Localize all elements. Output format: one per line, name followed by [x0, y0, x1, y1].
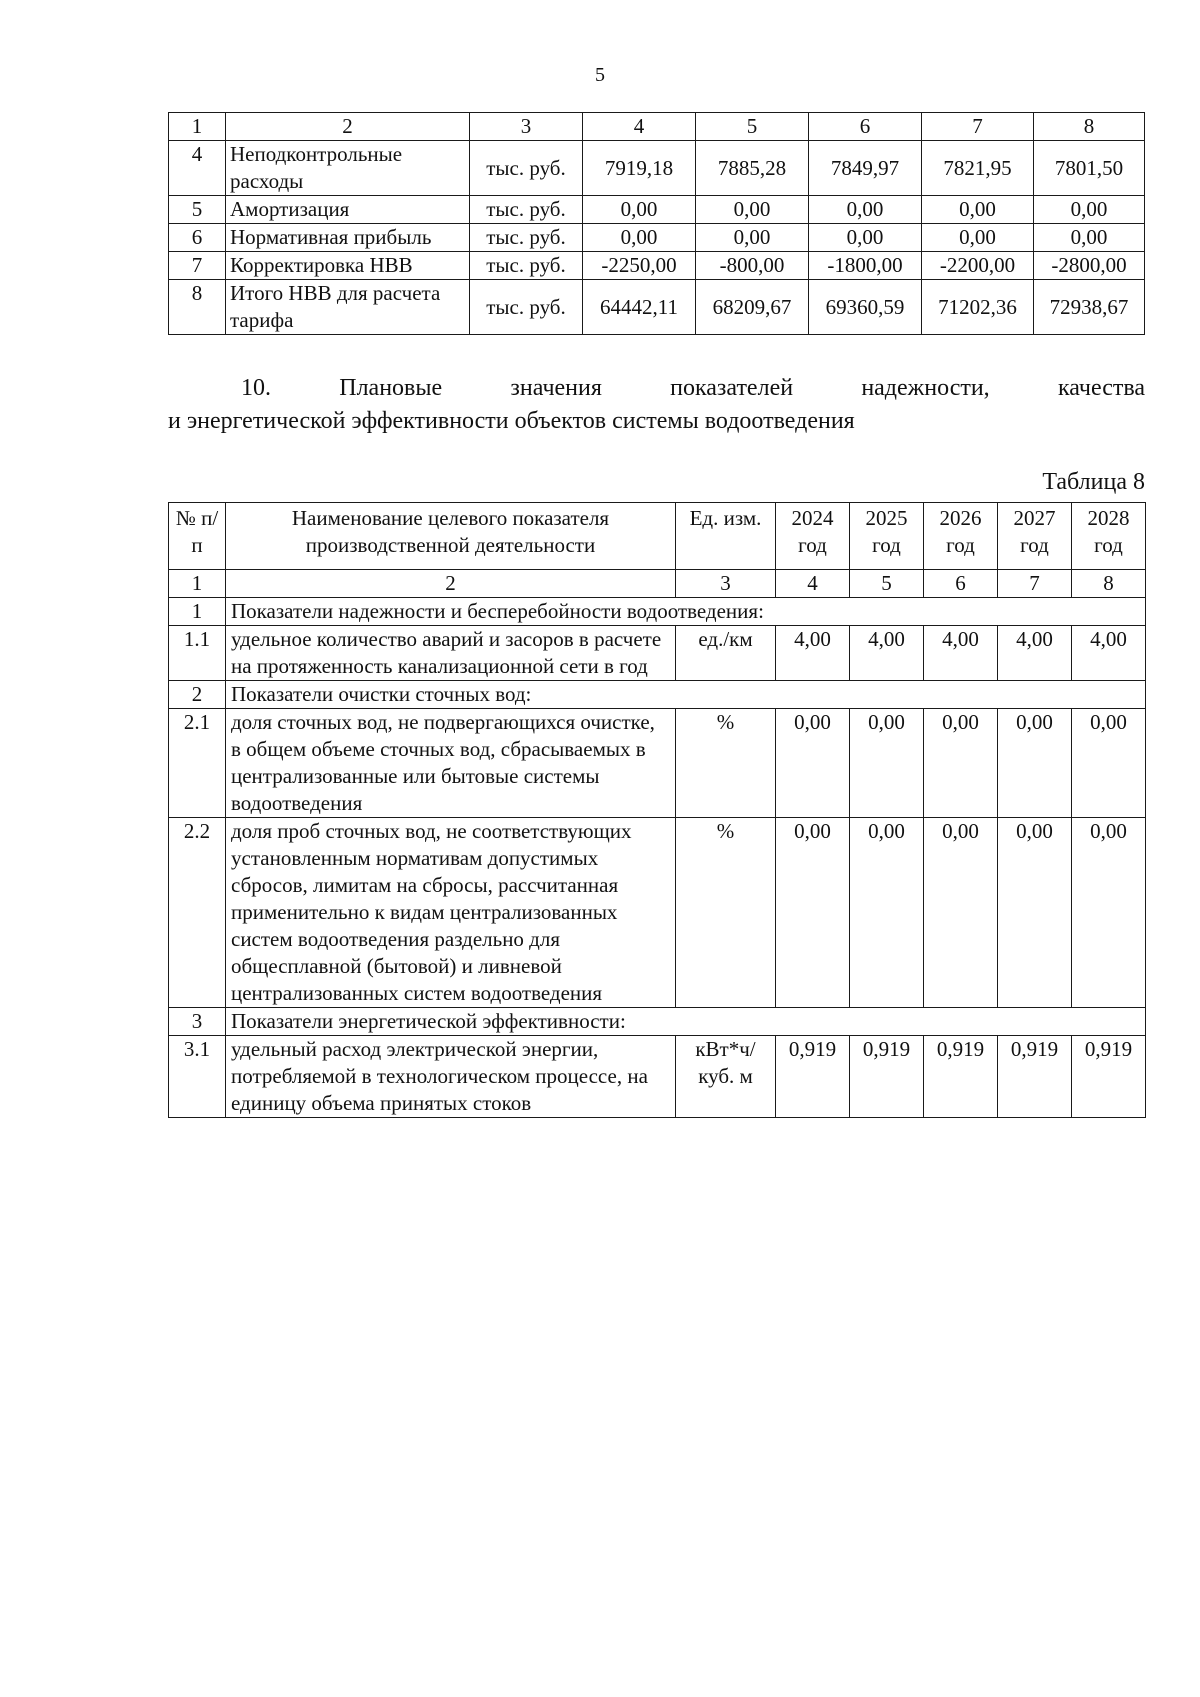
item-unit: % [676, 818, 776, 1008]
row-value: 0,00 [696, 196, 809, 224]
row-name: Итого НВВ для расчета тарифа [226, 280, 470, 335]
item-value: 0,00 [924, 709, 998, 818]
group-number: 3 [169, 1008, 226, 1036]
row-value: 7821,95 [922, 141, 1034, 196]
item-number: 3.1 [169, 1036, 226, 1118]
row-value: 7801,50 [1034, 141, 1145, 196]
table-row [169, 280, 1145, 335]
item-value: 0,919 [998, 1036, 1072, 1118]
header-row [169, 503, 1146, 570]
row-unit: тыс. руб. [470, 224, 583, 252]
item-number: 2.2 [169, 818, 226, 1008]
row-value: 0,00 [696, 224, 809, 252]
item-value: 4,00 [998, 626, 1072, 681]
row-value: 0,00 [922, 196, 1034, 224]
row-value: 0,00 [809, 224, 922, 252]
row-value: 69360,59 [809, 280, 922, 335]
column-number: 3 [470, 113, 583, 141]
item-unit: ед./км [676, 626, 776, 681]
section-heading-line1 [168, 372, 1145, 405]
table-row [169, 709, 1146, 818]
column-number: 1 [169, 113, 226, 141]
section-heading [168, 372, 1145, 438]
item-value: 0,00 [1072, 818, 1146, 1008]
group-title: Показатели энергетической эффективности: [226, 1008, 1146, 1036]
header-num: № п/п [169, 503, 226, 570]
item-value: 4,00 [924, 626, 998, 681]
row-name: Амортизация [226, 196, 470, 224]
item-value: 4,00 [776, 626, 850, 681]
column-number: 6 [809, 113, 922, 141]
row-value: 0,00 [922, 224, 1034, 252]
table-row [169, 252, 1145, 280]
heading-word: качества [1057, 375, 1146, 401]
row-unit: тыс. руб. [470, 252, 583, 280]
item-value: 4,00 [850, 626, 924, 681]
row-unit: тыс. руб. [470, 280, 583, 335]
header-unit: Ед. изм. [676, 503, 776, 570]
item-value: 0,00 [850, 709, 924, 818]
item-name: доля сточных вод, не подвергающихся очистке, в общем объеме сточных вод, сбрасываемых в централизованные или бытовые системы водоотведения [226, 709, 676, 818]
heading-word: показателей [670, 375, 794, 401]
row-value: -800,00 [696, 252, 809, 280]
group-row [169, 598, 1146, 626]
page-number: 5 [595, 64, 605, 86]
item-value: 0,00 [924, 818, 998, 1008]
column-number: 7 [998, 570, 1072, 598]
row-unit: тыс. руб. [470, 196, 583, 224]
group-title: Показатели очистки сточных вод: [226, 681, 1146, 709]
row-value: 0,00 [583, 196, 696, 224]
column-number: 4 [776, 570, 850, 598]
row-value: -1800,00 [809, 252, 922, 280]
row-number: 8 [169, 280, 226, 335]
row-number: 4 [169, 141, 226, 196]
item-number: 2.1 [169, 709, 226, 818]
header-name: Наименование целевого показателя производственной деятельности [226, 503, 676, 570]
group-title: Показатели надежности и бесперебойности водоотведения: [226, 598, 1146, 626]
item-unit: % [676, 709, 776, 818]
row-name: Корректировка НВВ [226, 252, 470, 280]
row-value: 68209,67 [696, 280, 809, 335]
column-number: 5 [696, 113, 809, 141]
group-row [169, 1008, 1146, 1036]
item-name: удельное количество аварий и засоров в расчете на протяженность канализационной сети в год [226, 626, 676, 681]
row-value: -2250,00 [583, 252, 696, 280]
header-year: 2026 год [924, 503, 998, 570]
row-number: 6 [169, 224, 226, 252]
table-row [169, 626, 1146, 681]
group-number: 1 [169, 598, 226, 626]
header-year: 2025 год [850, 503, 924, 570]
heading-word: надежности, [861, 375, 990, 401]
column-number: 1 [169, 570, 226, 598]
item-value: 0,919 [1072, 1036, 1146, 1118]
heading-word: значения [510, 375, 602, 401]
item-value: 0,00 [998, 709, 1072, 818]
row-value: -2800,00 [1034, 252, 1145, 280]
column-number: 8 [1034, 113, 1145, 141]
item-value: 0,919 [924, 1036, 998, 1118]
table-row [169, 224, 1145, 252]
table-row [169, 141, 1145, 196]
column-number: 4 [583, 113, 696, 141]
row-value: 72938,67 [1034, 280, 1145, 335]
row-value: 71202,36 [922, 280, 1034, 335]
item-value: 0,00 [998, 818, 1072, 1008]
item-value: 0,919 [776, 1036, 850, 1118]
table-row [169, 1036, 1146, 1118]
row-value: 64442,11 [583, 280, 696, 335]
row-number: 5 [169, 196, 226, 224]
group-row [169, 681, 1146, 709]
column-number-row [169, 570, 1146, 598]
column-number: 6 [924, 570, 998, 598]
header-year: 2027 год [998, 503, 1072, 570]
item-value: 0,00 [776, 709, 850, 818]
table-row [169, 196, 1145, 224]
item-value: 0,00 [776, 818, 850, 1008]
indicators-table [168, 502, 1146, 1118]
row-value: 0,00 [583, 224, 696, 252]
item-name: доля проб сточных вод, не соответствующих установленным нормативам допустимых сбросов, лимитам на сбросы, рассчитанная применительно к видам централизованных систем водоотведения раздельно для общесплавной (бытовой) и ливневой централизованных систем водоотведения [226, 818, 676, 1008]
table-caption: Таблица 8 [1042, 469, 1145, 495]
column-number: 2 [226, 570, 676, 598]
row-value: -2200,00 [922, 252, 1034, 280]
row-value: 7849,97 [809, 141, 922, 196]
column-number: 2 [226, 113, 470, 141]
row-value: 0,00 [1034, 196, 1145, 224]
item-name: удельный расход электрической энергии, потребляемой в технологическом процессе, на единицу объема принятых стоков [226, 1036, 676, 1118]
table-row [169, 818, 1146, 1008]
row-value: 0,00 [1034, 224, 1145, 252]
column-number: 8 [1072, 570, 1146, 598]
item-value: 4,00 [1072, 626, 1146, 681]
row-name: Нормативная прибыль [226, 224, 470, 252]
item-value: 0,919 [850, 1036, 924, 1118]
column-number: 7 [922, 113, 1034, 141]
row-unit: тыс. руб. [470, 141, 583, 196]
header-year: 2024 год [776, 503, 850, 570]
column-number: 5 [850, 570, 924, 598]
row-value: 0,00 [809, 196, 922, 224]
row-value: 7919,18 [583, 141, 696, 196]
column-number: 3 [676, 570, 776, 598]
tariff-revenue-table [168, 112, 1145, 335]
section-heading-line2: и энергетической эффективности объектов системы водоотведения [168, 408, 855, 434]
item-value: 0,00 [850, 818, 924, 1008]
section-number: 10. [241, 375, 271, 401]
row-number: 7 [169, 252, 226, 280]
item-unit: кВт*ч/ куб. м [676, 1036, 776, 1118]
header-year: 2028 год [1072, 503, 1146, 570]
item-number: 1.1 [169, 626, 226, 681]
heading-word: Плановые [339, 375, 443, 401]
item-value: 0,00 [1072, 709, 1146, 818]
column-number-row [169, 113, 1145, 141]
row-name: Неподконтрольные расходы [226, 141, 470, 196]
group-number: 2 [169, 681, 226, 709]
row-value: 7885,28 [696, 141, 809, 196]
